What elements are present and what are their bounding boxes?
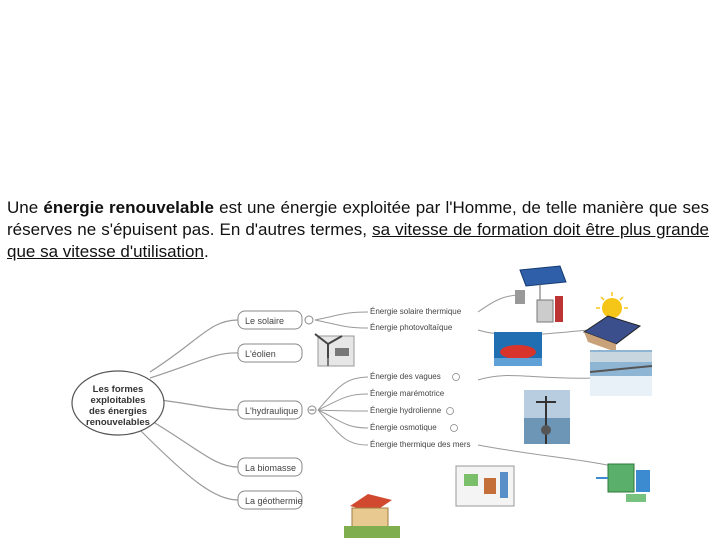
- biomass-plant-illustration: [456, 466, 514, 506]
- leaf-photovoltaique: Énergie photovoltaïque: [370, 323, 453, 332]
- paragraph-text-1: Une: [7, 198, 44, 217]
- center-line-4: renouvelables: [86, 417, 150, 428]
- branch-geothermie: [238, 491, 303, 509]
- branch-label-eolien: L'éolien: [245, 349, 276, 359]
- bold-term: énergie renouvelable: [43, 198, 214, 217]
- branch-label-solaire: Le solaire: [245, 316, 285, 326]
- tidal-dam-illustration: [590, 350, 652, 396]
- leaf-maremotrice: Énergie marémotrice: [370, 389, 445, 398]
- leaf-toggle-icons: [447, 374, 460, 432]
- solar-panel-illustration: [515, 266, 566, 322]
- leaf-osmotique: Énergie osmotique: [370, 423, 437, 432]
- leaf-solaire-thermique: Énergie solaire thermique: [370, 307, 462, 316]
- definition-paragraph: [7, 197, 709, 263]
- wave-buoy-illustration: [494, 332, 542, 366]
- mind-map: [0, 262, 720, 540]
- geothermal-house-illustration: [344, 494, 400, 538]
- central-node: [72, 371, 164, 435]
- branch-biomasse: [238, 458, 302, 476]
- wind-turbine-illustration: [315, 334, 354, 366]
- expand-icon: [305, 316, 313, 324]
- center-line-2: exploitables: [90, 395, 146, 406]
- paragraph-text-3: .: [203, 242, 209, 261]
- sun-roof-illustration: [584, 292, 640, 352]
- branch-eolien: [238, 344, 302, 362]
- underlined-phrase: sa vitesse de formation doit être plus grande que sa vitesse d'utilisation: [7, 220, 709, 261]
- center-line-3: des énergies: [88, 406, 148, 417]
- leaf-hydrolienne: Énergie hydrolienne: [370, 406, 442, 415]
- center-line-1: Les formes: [92, 384, 144, 395]
- branch-hydraulique: [238, 401, 316, 419]
- branch-label-geothermie: La géothermie: [245, 496, 303, 506]
- leaf-thermique-mers: Énergie thermique des mers: [370, 440, 471, 449]
- branch-label-hydraulique: L'hydraulique: [245, 406, 299, 416]
- branch-solaire: [238, 311, 313, 329]
- branch-label-biomasse: La biomasse: [245, 463, 297, 473]
- osmotic-plant-illustration: [596, 464, 650, 502]
- paragraph-text-2: est une énergie exploitée par l'Homme, de telle manière que ses réserves ne s'épuisent pas. En d'autres termes,: [7, 198, 709, 239]
- hydro-turbine-illustration: [524, 390, 570, 444]
- leaf-vagues: Énergie des vagues: [370, 372, 441, 381]
